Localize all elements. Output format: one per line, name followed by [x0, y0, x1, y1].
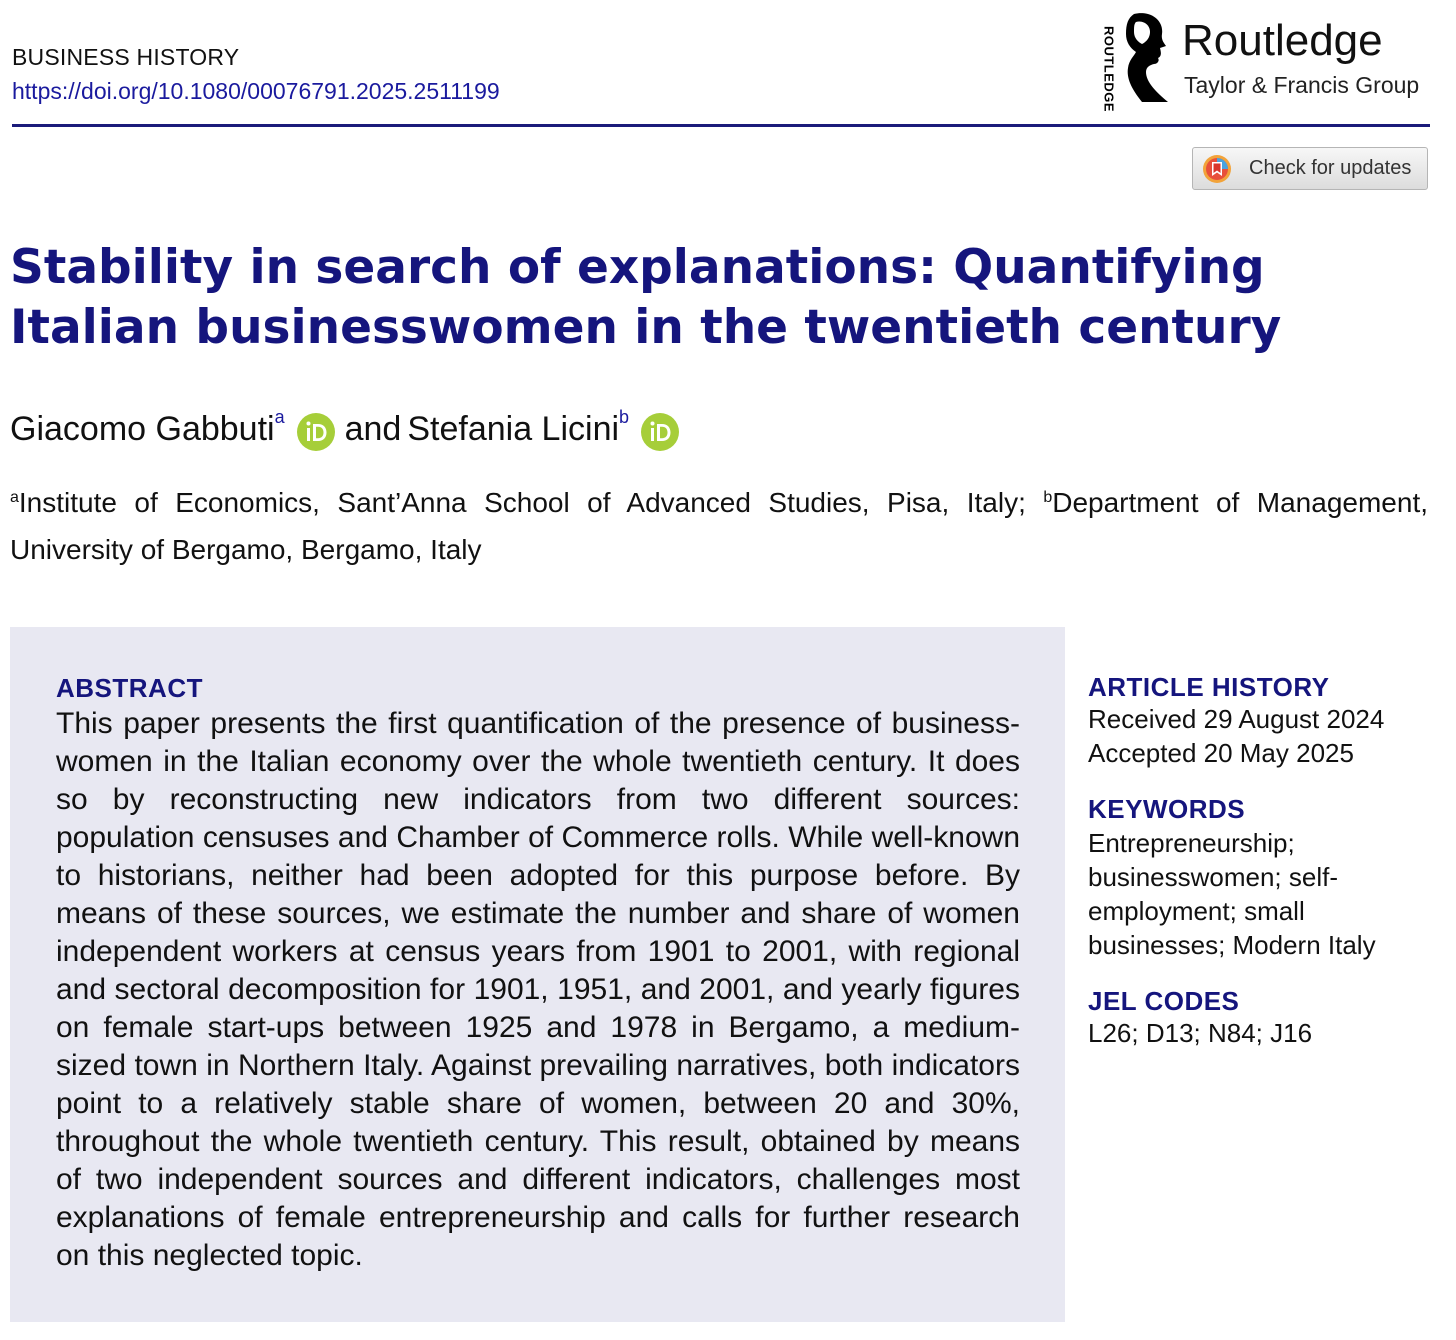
- affil-b-text: Department of Management, University of Bergamo, Bergamo, Italy: [10, 487, 1429, 565]
- logo-vertical-text: [1098, 24, 1120, 114]
- article-history-heading: ARTICLE HISTORY: [1088, 672, 1330, 702]
- publisher-name: Routledge: [1182, 16, 1383, 65]
- article-title: Stability in search of explanations: Quantifying Italian businesswomen in the twentieth century: [10, 240, 1282, 355]
- abstract-panel: [10, 627, 1065, 1322]
- keywords-heading: KEYWORDS: [1088, 794, 1246, 824]
- header-rule: [12, 124, 1430, 127]
- author-1-affil-marker: a: [274, 407, 285, 427]
- jel-codes-block: [1088, 986, 1428, 1050]
- article-metadata-sidebar: [1088, 672, 1428, 1074]
- doi-link[interactable]: https://doi.org/10.1080/00076791.2025.2511199: [12, 78, 500, 104]
- affiliations: [10, 482, 1428, 571]
- orcid-icon[interactable]: [641, 413, 679, 451]
- affil-b-marker: b: [1043, 489, 1053, 506]
- affil-a-marker: a: [10, 489, 19, 506]
- author-1-name[interactable]: Giacomo Gabbuti: [10, 410, 275, 448]
- logo-vertical-label: ROUTLEDGE: [1101, 25, 1117, 113]
- received-date: Received 29 August 2024: [1088, 704, 1385, 734]
- jel-codes-heading: JEL CODES: [1088, 986, 1240, 1016]
- affil-a-text: Institute of Economics, Sant’Anna School of Advanced Studies, Pisa, Italy;: [18, 487, 1044, 518]
- keywords-text: Entrepreneurship; businesswomen; self-employment; small businesses; Modern Italy: [1088, 828, 1376, 960]
- author-2-name[interactable]: Stefania Licini: [407, 410, 620, 448]
- journal-name: BUSINESS HISTORY: [12, 44, 240, 70]
- check-updates-icon: [1201, 153, 1233, 185]
- jel-codes-text: L26; D13; N84; J16: [1088, 1018, 1313, 1048]
- routledge-logo: [1098, 10, 1438, 113]
- author-conjunction: and: [344, 410, 402, 448]
- author-2-affil-marker: b: [619, 407, 630, 427]
- publisher-group: Taylor & Francis Group: [1184, 72, 1420, 98]
- check-for-updates-label: Check for updates: [1249, 157, 1412, 179]
- abstract-text: This paper presents the first quantification of the presence of businesswomen in the Italian economy over the whole twentieth century. It does so by reconstructing new indicators from two different sources: population censuses and Chamber of Commerce rolls. While well-known to historians, neither had been adopted for this purpose before. By means of these sources, we estimate the number and share of women independent workers at census years from 1901 to 2001, with regional and sectoral decomposition for 1901, 1951, and 2001, and yearly figures on female start-ups between 1925 and 1978 in Bergamo, a medium-sized town in Northern Italy. Against prevailing narratives, both indicators point to a relatively stable share of women, between 20 and 30%, throughout the whole twentieth century. This result, obtained by means of two independent sources and different indicators, challenges most explanations of female entrepreneurship and calls for further research on this neglected topic.: [56, 707, 1020, 1272]
- article-history-block: [1088, 672, 1428, 770]
- keywords-block: [1088, 794, 1428, 962]
- routledge-head-icon: [1120, 12, 1170, 104]
- check-for-updates-button[interactable]: [1192, 147, 1428, 190]
- abstract-heading: ABSTRACT: [56, 673, 203, 703]
- author-line: [10, 407, 689, 449]
- accepted-date: Accepted 20 May 2025: [1088, 738, 1354, 768]
- orcid-icon[interactable]: [297, 413, 335, 451]
